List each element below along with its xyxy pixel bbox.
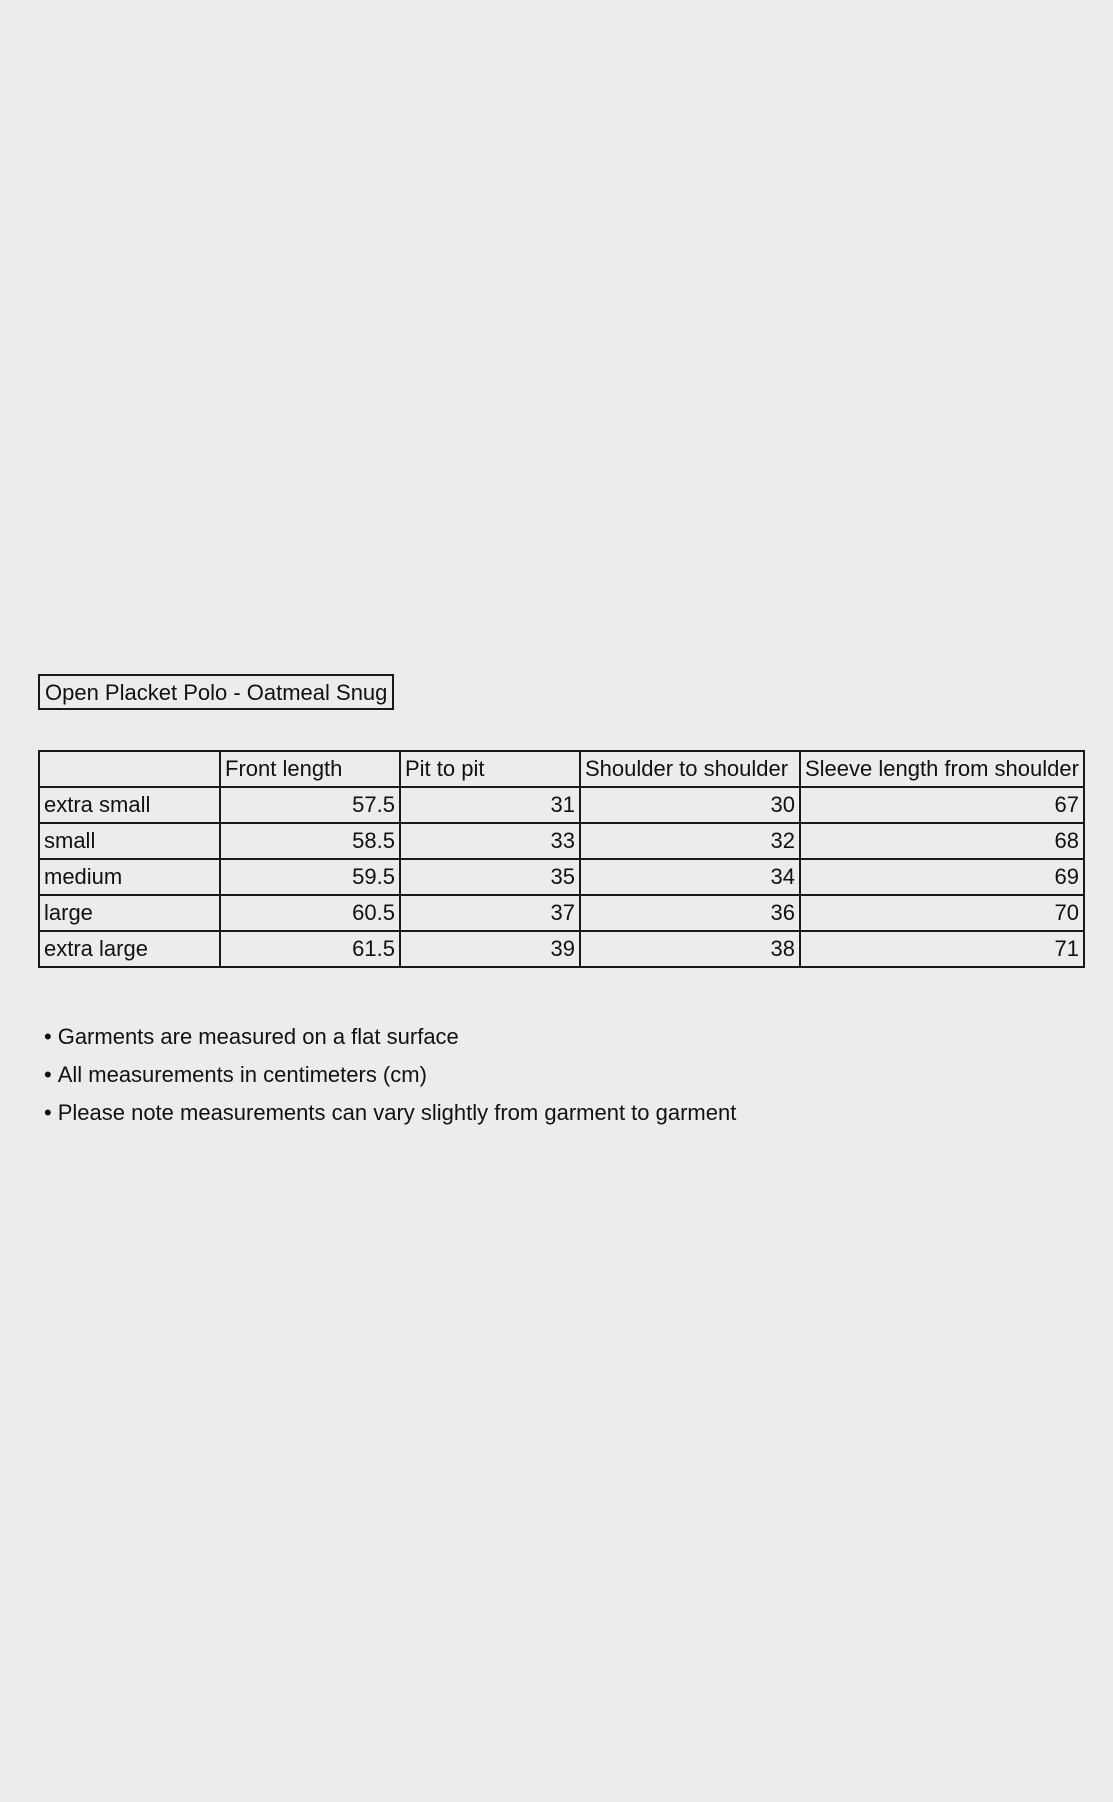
shoulder-value: 32 [580, 823, 800, 859]
list-item [44, 1094, 736, 1132]
pit-to-pit-value: 37 [400, 895, 580, 931]
front-length-value: 59.5 [220, 859, 400, 895]
note-text: Garments are measured on a flat surface [57, 1024, 459, 1049]
table-row [39, 787, 1084, 823]
size-label: extra small [39, 787, 220, 823]
sleeve-value: 69 [800, 859, 1084, 895]
table-row [39, 931, 1084, 967]
measurement-notes [44, 1018, 736, 1132]
shoulder-value: 30 [580, 787, 800, 823]
sleeve-value: 70 [800, 895, 1084, 931]
pit-to-pit-value: 33 [400, 823, 580, 859]
list-item [44, 1056, 736, 1094]
sleeve-value: 68 [800, 823, 1084, 859]
shoulder-value: 36 [580, 895, 800, 931]
pit-to-pit-value: 31 [400, 787, 580, 823]
header-front-length: Front length [220, 751, 400, 787]
product-title: Open Placket Polo - Oatmeal Snug [38, 674, 394, 710]
header-shoulder-to-shoulder: Shoulder to shoulder [580, 751, 800, 787]
sleeve-value: 71 [800, 931, 1084, 967]
list-item [44, 1018, 736, 1056]
sleeve-value: 67 [800, 787, 1084, 823]
table-row [39, 823, 1084, 859]
note-text: All measurements in centimeters (cm) [57, 1062, 427, 1087]
header-sleeve-length: Sleeve length from shoulder [800, 751, 1084, 787]
pit-to-pit-value: 35 [400, 859, 580, 895]
size-label: large [39, 895, 220, 931]
shoulder-value: 38 [580, 931, 800, 967]
size-label: extra large [39, 931, 220, 967]
front-length-value: 58.5 [220, 823, 400, 859]
size-label: small [39, 823, 220, 859]
table-row [39, 859, 1084, 895]
bullet-icon: • [44, 1100, 52, 1125]
bullet-icon: • [44, 1024, 52, 1049]
header-pit-to-pit: Pit to pit [400, 751, 580, 787]
front-length-value: 60.5 [220, 895, 400, 931]
size-chart-table [38, 750, 1085, 968]
size-label: medium [39, 859, 220, 895]
pit-to-pit-value: 39 [400, 931, 580, 967]
header-cell-empty [39, 751, 220, 787]
shoulder-value: 34 [580, 859, 800, 895]
front-length-value: 61.5 [220, 931, 400, 967]
table-row [39, 895, 1084, 931]
bullet-icon: • [44, 1062, 52, 1087]
note-text: Please note measurements can vary slightly from garment to garment [57, 1100, 737, 1125]
front-length-value: 57.5 [220, 787, 400, 823]
table-header-row [39, 751, 1084, 787]
